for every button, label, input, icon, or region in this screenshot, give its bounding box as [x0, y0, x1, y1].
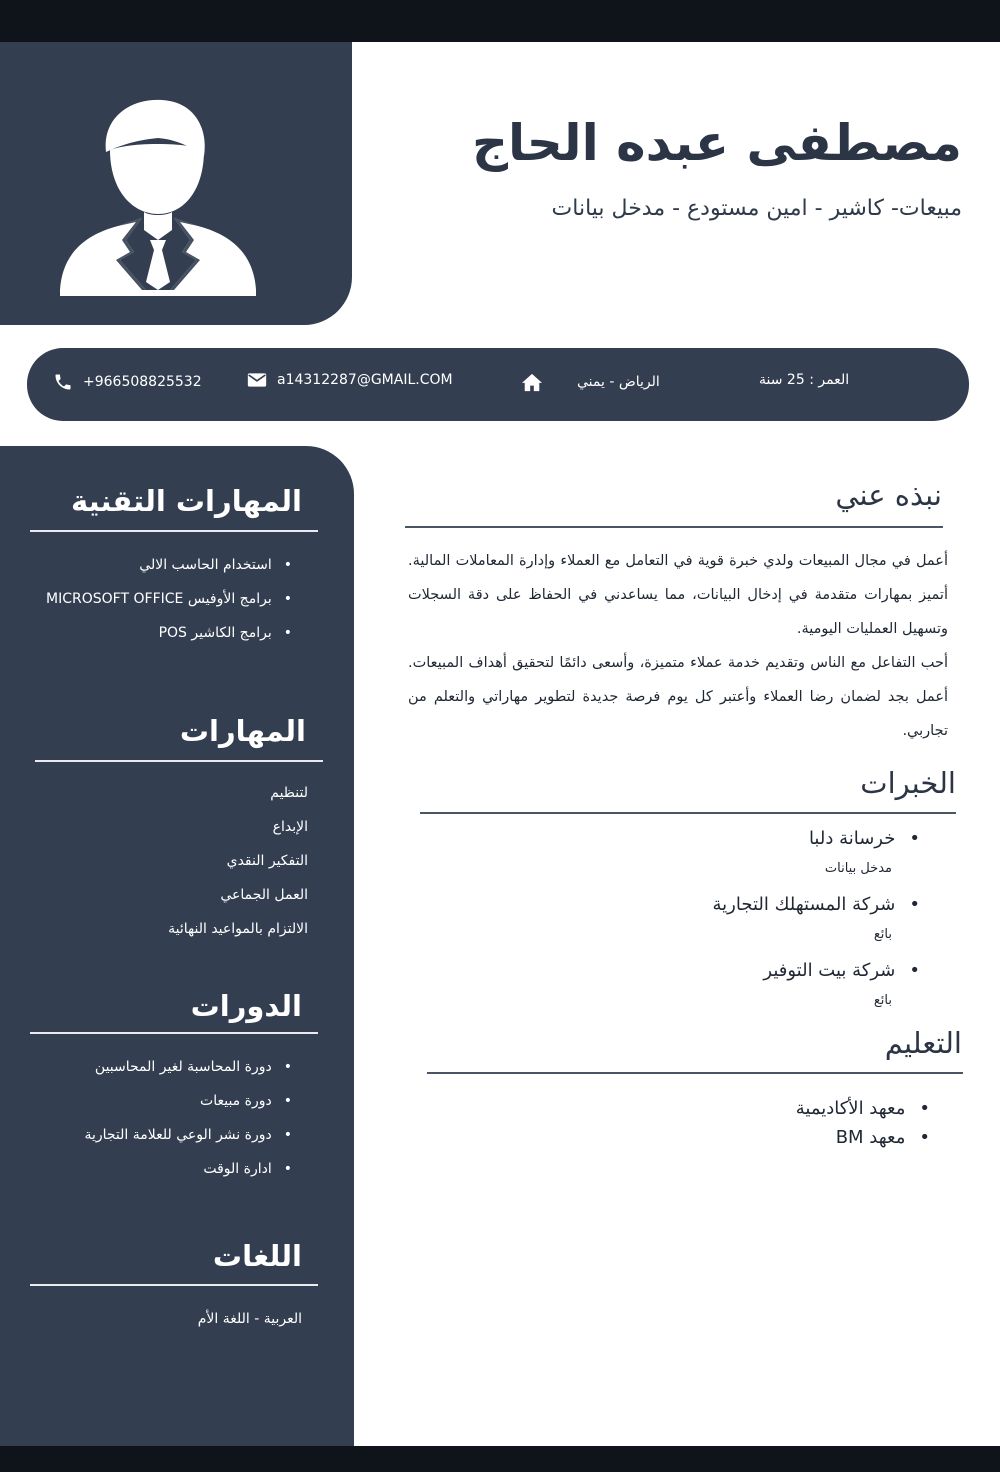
list-item: • معهد الأكاديمية — [796, 1094, 930, 1123]
experience-role: مدخل بيانات — [824, 861, 892, 876]
phone-number[interactable]: +966508825532 — [83, 374, 202, 390]
email-address[interactable]: a14312287@GMAIL.COM — [277, 372, 453, 388]
list-item: لتنظيم — [270, 785, 308, 801]
courses-title: الدورات — [190, 989, 302, 1023]
skills-divider — [35, 760, 323, 762]
job-title: مبيعات- كاشير - امين مستودع - مدخل بيانات — [551, 196, 962, 221]
about-paragraph: أحب التفاعل مع الناس وتقديم خدمة عملاء متميزة، وأسعى دائمًا لتحقيق أهداف المبيعات. أعمل بجد لضمان رضا العملاء وأعتبر كل يوم فرصة جديدة لتطوير مهاراتي والتعلم من تجاربي. — [408, 655, 948, 739]
list-item: • دورة مبيعات — [84, 1084, 292, 1118]
courses-divider — [30, 1032, 318, 1034]
education-list — [796, 1094, 930, 1152]
list-item: • دورة المحاسبة لغير المحاسبين — [84, 1050, 292, 1084]
tech-skills-divider — [30, 530, 318, 532]
skills-title: المهارات — [179, 714, 306, 748]
experience-list — [713, 824, 920, 1022]
experience-company: • شركة بيت التوفير — [713, 956, 920, 986]
candidate-name: مصطفى عبده الحاج — [471, 114, 962, 172]
contact-bar — [27, 348, 969, 421]
person-avatar-icon — [58, 90, 258, 300]
location-item — [521, 372, 660, 392]
list-item: العربية - اللغة الأم — [197, 1311, 302, 1327]
resume-page — [0, 42, 1000, 1446]
envelope-icon — [247, 372, 267, 388]
list-item: • معهد BM — [796, 1123, 930, 1152]
education-title: التعليم — [884, 1026, 962, 1060]
education-divider — [427, 1072, 963, 1074]
list-item: • برامج الأوفيس MICROSOFT OFFICE — [46, 582, 292, 616]
courses-list — [84, 1050, 292, 1186]
about-text — [408, 544, 948, 748]
languages-divider — [30, 1284, 318, 1286]
email-item — [247, 372, 453, 388]
experience-company: • شركة المستهلك التجارية — [713, 890, 920, 920]
list-item: الالتزام بالمواعيد النهائية — [168, 921, 308, 937]
list-item: • برامج الكاشير POS — [46, 616, 292, 650]
home-icon — [521, 372, 543, 392]
tech-skills-list — [46, 548, 292, 650]
experience-divider — [420, 812, 956, 814]
list-item: التفكير النقدي — [226, 853, 308, 869]
phone-item — [53, 372, 202, 392]
about-divider — [405, 526, 943, 528]
age-item — [759, 372, 849, 388]
list-item: • دورة نشر الوعي للعلامة التجارية — [84, 1118, 292, 1152]
languages-list — [198, 1302, 302, 1336]
list-item: الإبداع — [272, 819, 308, 835]
location-text: الرياض - يمني — [577, 374, 660, 390]
list-item: العمل الجماعي — [220, 887, 308, 903]
languages-title: اللغات — [212, 1239, 302, 1273]
experience-company: • خرسانة دلبا — [713, 824, 920, 854]
list-item: • استخدام الحاسب الالي — [46, 548, 292, 582]
list-item: • ادارة الوقت — [84, 1152, 292, 1186]
age-text: العمر : 25 سنة — [759, 372, 850, 388]
skills-list — [168, 776, 308, 946]
experience-role: بائع — [873, 993, 892, 1008]
experience-title: الخبرات — [860, 766, 956, 800]
about-title: نبذه عني — [835, 478, 942, 512]
about-paragraph: أعمل في مجال المبيعات ولدي خبرة قوية في التعامل مع العملاء وإدارة المعاملات المالية. أتميز بمهارات متقدمة في إدخال البيانات، مما يساعدني في الحفاظ على دقة السجلات وتسهيل العمليات اليومية. — [408, 553, 948, 637]
sidebar — [0, 446, 354, 1446]
tech-skills-title: المهارات التقنية — [71, 484, 302, 518]
photo-block — [0, 42, 352, 325]
experience-role: بائع — [873, 927, 892, 942]
phone-icon — [53, 372, 73, 392]
